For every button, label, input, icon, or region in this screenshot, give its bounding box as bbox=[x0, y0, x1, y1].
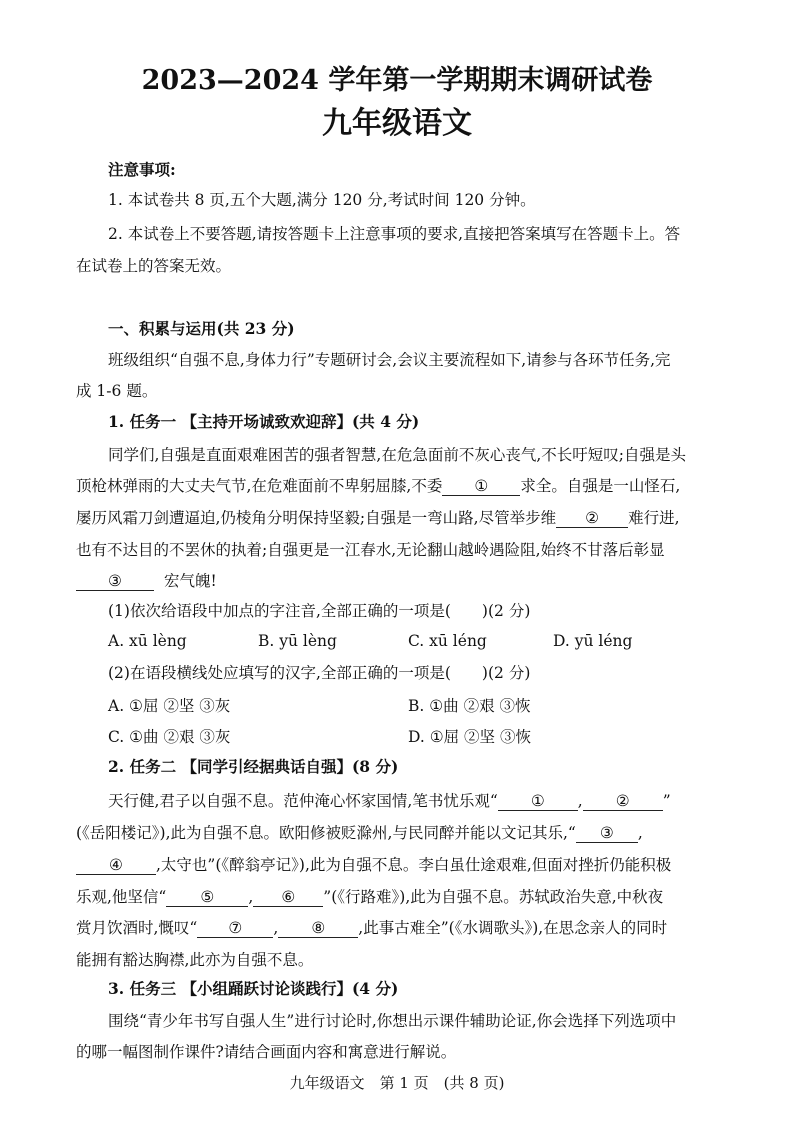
section-1-intro-line-1: 班级组织“自强不息,身体力行”专题研讨会,会议主要流程如下,请参与各环节任务,完 bbox=[108, 351, 671, 369]
fill-blank-6: ③ bbox=[576, 824, 638, 843]
task-2-text-segment: , bbox=[273, 919, 279, 937]
task-1-heading: 1. 任务一 【主持开场诚致欢迎辞】(共 4 分) bbox=[108, 412, 420, 431]
task-1-text-segment: 屡历风霜刀剑遭逼迫,仍棱角分明保持坚毅;自强是一弯山路,尽管举步维 bbox=[76, 509, 557, 527]
q2-option-c: C. ①曲 ②艰 ③灰 bbox=[108, 728, 231, 746]
q1-option-c: C. xū léng bbox=[408, 632, 487, 650]
q2-option-a: A. ①屈 ②坚 ③灰 bbox=[108, 697, 231, 715]
section-1-intro-line-2: 成 1-6 题。 bbox=[76, 382, 158, 400]
task-1-text-segment: 难行进, bbox=[628, 509, 680, 527]
task-1-paragraph-line-4: 也有不达目的不罢休的执着;自强更是一江春水,无论翻山越岭遇险阻,始终不甘落后彰显 bbox=[76, 541, 665, 559]
fill-blank-5: ② bbox=[583, 792, 663, 811]
task-1-paragraph-line-3 bbox=[76, 506, 680, 528]
task-2-line-3 bbox=[76, 853, 671, 875]
section-1-heading: 一、积累与运用(共 23 分) bbox=[108, 319, 295, 338]
fill-blank-7: ④ bbox=[76, 856, 156, 875]
task-2-text-segment: ”(《行路难》),此为自强不息。苏轼政治失意,中秋夜 bbox=[323, 888, 664, 906]
task-2-text-segment: , bbox=[248, 888, 254, 906]
task-1-text-segment: 求全。自强是一山怪石, bbox=[520, 477, 681, 495]
fill-blank-1: ① bbox=[442, 477, 520, 496]
fill-blank-10: ⑦ bbox=[197, 919, 273, 938]
task-2-text-segment: , bbox=[577, 792, 583, 810]
fill-blank-9: ⑥ bbox=[253, 888, 323, 907]
task-2-line-4 bbox=[76, 885, 663, 907]
notice-heading: 注意事项: bbox=[108, 160, 176, 179]
task-3-line-1: 围绕“青少年书写自强人生”进行讨论时,你想出示课件辅助论证,你会选择下列选项中 bbox=[108, 1012, 677, 1030]
task-2-text-segment: , bbox=[637, 824, 643, 842]
task-2-text-segment: (《岳阳楼记》),此为自强不息。欧阳修被贬滁州,与民同醉并能以文记其乐,“ bbox=[76, 824, 576, 842]
task-2-text-segment: ,太守也”(《醉翁亭记》),此为自强不息。李白虽仕途艰难,但面对挫折仍能积极 bbox=[156, 856, 672, 874]
task-2-text-segment: 天行健,君子以自强不息。范仲淹心怀家国情,笔书忧乐观“ bbox=[108, 792, 498, 810]
exam-title: 2023—2024 学年第一学期期末调研试卷 bbox=[141, 65, 653, 96]
fill-blank-4: ① bbox=[498, 792, 578, 811]
task-2-text-segment: 乐观,他坚信“ bbox=[76, 888, 167, 906]
fill-blank-2: ② bbox=[556, 509, 628, 528]
fill-blank-11: ⑧ bbox=[278, 919, 358, 938]
task-2-line-2 bbox=[76, 821, 643, 843]
question-1-1: (1)依次给语段中加点的字注音,全部正确的一项是( )(2 分) bbox=[108, 602, 531, 620]
question-1-2: (2)在语段横线处应填写的汉字,全部正确的一项是( )(2 分) bbox=[108, 664, 531, 682]
task-3-line-2: 的哪一幅图制作课件?请结合画面内容和寓意进行解说。 bbox=[76, 1043, 457, 1061]
task-1-paragraph-line-1: 同学们,自强是直面艰难困苦的强者智慧,在危急面前不灰心丧气,不长吁短叹;自强是头 bbox=[108, 446, 687, 464]
notice-item-2-line-2: 在试卷上的答案无效。 bbox=[76, 257, 232, 275]
task-2-line-6: 能拥有豁达胸襟,此亦为自强不息。 bbox=[76, 951, 314, 969]
q1-option-a: A. xū lèng bbox=[108, 632, 187, 650]
task-2-heading: 2. 任务二 【同学引经据典话自强】(8 分) bbox=[108, 757, 399, 776]
task-2-text-segment: ,此事古难全”(《水调歌头》),在思念亲人的同时 bbox=[358, 919, 668, 937]
task-2-line-1 bbox=[108, 789, 671, 811]
task-1-text-segment: 顶枪林弹雨的大丈夫气节,在危难面前不卑躬屈膝,不委 bbox=[76, 477, 443, 495]
q2-option-b: B. ①曲 ②艰 ③恢 bbox=[408, 697, 531, 715]
task-1-paragraph-line-2 bbox=[76, 474, 680, 496]
task-2-text-segment: 赏月饮酒时,慨叹“ bbox=[76, 919, 198, 937]
notice-item-1: 1. 本试卷共 8 页,五个大题,满分 120 分,考试时间 120 分钟。 bbox=[108, 191, 536, 209]
fill-blank-3: ③ bbox=[76, 572, 154, 591]
task-1-text-segment: 宏气魄! bbox=[164, 572, 217, 590]
fill-blank-8: ⑤ bbox=[166, 888, 248, 907]
page-footer: 九年级语文 第 1 页 (共 8 页) bbox=[289, 1074, 505, 1092]
notice-item-2-line-1: 2. 本试卷上不要答题,请按答题卡上注意事项的要求,直接把答案填写在答题卡上。答 bbox=[108, 225, 681, 243]
q1-option-d: D. yū léng bbox=[553, 632, 633, 650]
task-3-heading: 3. 任务三 【小组踊跃讨论谈践行】(4 分) bbox=[108, 979, 399, 998]
q1-option-b: B. yū lèng bbox=[258, 632, 337, 650]
task-1-paragraph-line-5 bbox=[76, 569, 217, 591]
task-2-line-5 bbox=[76, 916, 667, 938]
exam-subject-title: 九年级语文 bbox=[322, 106, 472, 141]
q2-option-d: D. ①屈 ②坚 ③恢 bbox=[408, 728, 531, 746]
task-2-text-segment: ” bbox=[662, 792, 671, 810]
